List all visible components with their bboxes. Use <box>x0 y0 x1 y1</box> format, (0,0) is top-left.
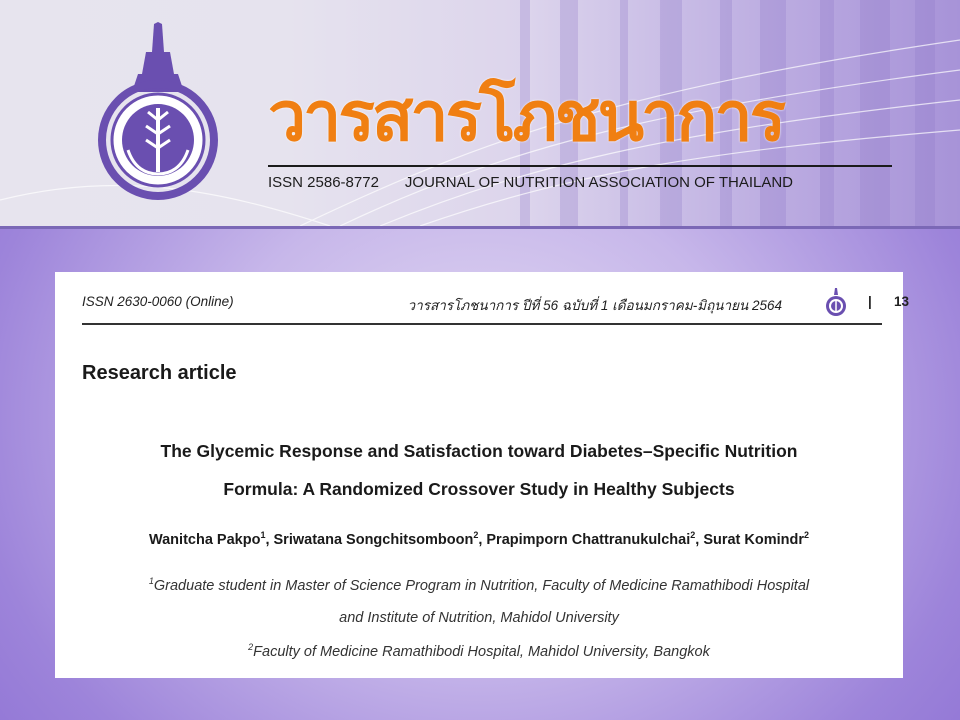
page-number: 13 <box>894 294 910 309</box>
running-header <box>82 294 910 314</box>
print-issn: ISSN 2586-8772 <box>268 174 379 191</box>
author-list: Wanitcha Pakpo$^1$, Sriwatana Songchitsomboon$^2$, Prapimporn Chattranukulchai$^2$, Surat Komindr$^2$ <box>148 530 810 548</box>
title-divider <box>268 165 892 167</box>
author-name: Wanitcha Pakpo <box>148 531 261 548</box>
journal-english-name: JOURNAL OF NUTRITION ASSOCIATION OF THAILAND <box>404 174 794 191</box>
journal-title: วารสารโภชนาการ <box>268 78 784 157</box>
journal-banner <box>0 0 960 228</box>
author-name: Prapimporn Chattranukulchai <box>486 531 691 548</box>
banner-bottom-rule <box>0 226 960 229</box>
author-name: Surat Komindr <box>703 531 805 548</box>
author-affiliation-mark: 1 <box>260 530 266 540</box>
header-separator: | <box>868 294 872 309</box>
affiliation-text: Graduate student in Master of Science Program in Nutrition, Faculty of Medicine Ramathibodi Hospital <box>153 577 810 594</box>
author-affiliation-mark: 2 <box>690 530 696 540</box>
article-title-line-1: The Glycemic Response and Satisfaction toward Diabetes–Specific Nutrition <box>160 441 798 461</box>
article-title <box>75 432 883 508</box>
affiliation-2 <box>75 642 883 660</box>
journal-seal-icon <box>824 288 848 318</box>
online-issn: ISSN 2630-0060 (Online) <box>82 294 234 309</box>
affiliation-text: Faculty of Medicine Ramathibodi Hospital, Mahidol University, Bangkok <box>253 643 710 660</box>
author-affiliation-mark: 2 <box>804 530 810 540</box>
affiliation-mark: 2 <box>248 642 254 652</box>
author-affiliation-mark: 2 <box>473 530 479 540</box>
author-name: Sriwatana Songchitsomboon <box>273 531 474 548</box>
affiliation-mark: 1 <box>148 576 154 586</box>
affiliation-1 <box>75 576 883 594</box>
association-seal-icon <box>88 22 228 202</box>
header-divider <box>82 323 882 325</box>
issue-info: วารสารโภชนาการ ปีที่ 56 ฉบับที่ 1 เดือนมกราคม-มิถุนายน 2564 <box>407 298 782 313</box>
affiliation-1-continued: and Institute of Nutrition, Mahidol University <box>339 610 619 626</box>
article-type: Research article <box>82 362 237 384</box>
article-first-page <box>55 272 910 678</box>
article-title-line-2: Formula: A Randomized Crossover Study in Healthy Subjects <box>223 479 735 499</box>
banner-subtitle <box>268 174 898 191</box>
